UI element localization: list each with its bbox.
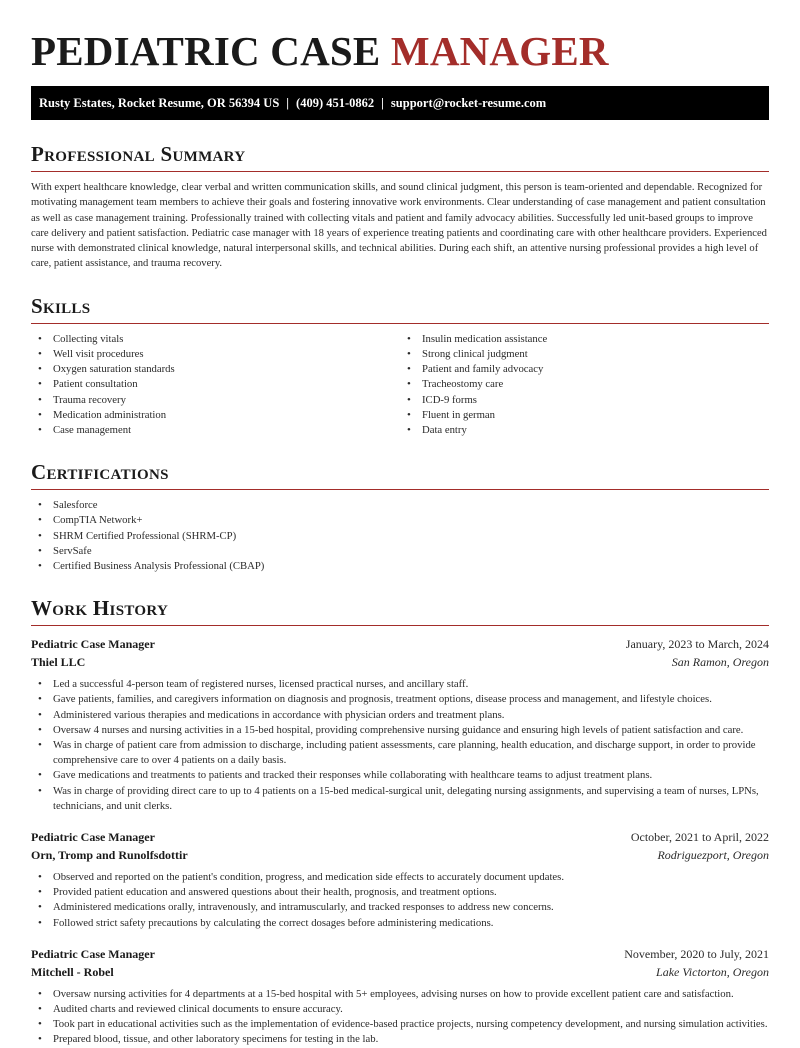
job-bullets bbox=[31, 870, 769, 931]
job-company: Mitchell - Robel bbox=[31, 964, 114, 979]
skill-item: • Insulin medication assistance bbox=[400, 332, 769, 347]
contact-phone[interactable]: (409) 451-0862 bbox=[296, 96, 375, 110]
job-bullet: • Gave patients, families, and caregivers information on diagnosis and prognosis, treatment options, disease process and management, and lifestyle choices. bbox=[31, 692, 769, 707]
job-bullet: • Followed strict safety precautions by calculating the correct dosages before administering medications. bbox=[31, 916, 769, 931]
job-location: Lake Victorton, Oregon bbox=[656, 964, 769, 979]
contact-bar bbox=[31, 86, 769, 120]
certification-item: • Certified Business Analysis Professional (CBAP) bbox=[31, 559, 769, 574]
job-location: Rodriguezport, Oregon bbox=[657, 848, 769, 863]
job-bullet: • Prepared blood, tissue, and other laboratory specimens for testing in the lab. bbox=[31, 1032, 769, 1047]
job-bullet: • Was in charge of providing direct care to up to 4 patients on a 15-bed medical-surgical unit, delegating nursing assignments, and supervising a team of nurses, LPNs, technicians, and unit clerks. bbox=[31, 784, 769, 814]
summary-heading: Professional Summary bbox=[31, 120, 769, 172]
skill-item: • Well visit procedures bbox=[31, 347, 400, 362]
skill-item: • Oxygen saturation standards bbox=[31, 362, 400, 377]
job-bullet: • Provided patient education and answered questions about their health, prognosis, and treatment options. bbox=[31, 885, 769, 900]
certification-item: • CompTIA Network+ bbox=[31, 513, 769, 528]
job-role: Pediatric Case Manager bbox=[31, 946, 155, 961]
job-dates: October, 2021 to April, 2022 bbox=[630, 830, 769, 845]
certification-item: • Salesforce bbox=[31, 498, 769, 513]
title-accent: MANAGER bbox=[390, 28, 609, 74]
job-bullet: • Administered various therapies and medications in accordance with physician orders and treatment plans. bbox=[31, 708, 769, 723]
job-company: Orn, Tromp and Runolfsdottir bbox=[31, 848, 188, 863]
job-header-row bbox=[31, 828, 769, 846]
job-bullets bbox=[31, 677, 769, 814]
certification-item: • ServSafe bbox=[31, 544, 769, 559]
skill-item: • Tracheostomy care bbox=[400, 377, 769, 392]
skills-list bbox=[31, 332, 769, 438]
contact-separator: | bbox=[381, 96, 384, 110]
summary-text: With expert healthcare knowledge, clear verbal and written communication skills, and sound clinical judgment, this person is team-oriented and dependable. Recognized for motivating management team members to achieve their goals and fostering innovative work environments. Clear understanding of case management and patient consultation as well as case management training. Professionally trained with collecting vitals and patient and family advocacy abilities. Successfully led unit-based groups to improve care delivery and patient satisfaction. Pediatric case manager with 18 years of experience treating patients and coordinating care with other healthcare providers. Experienced nurse with demonstrated clinical knowledge, natural interpersonal skills, and technical abilities. During each shift, an attentive nursing professional provides a high level of care, patient assistance, and trauma recovery. bbox=[31, 182, 767, 270]
job-entry bbox=[31, 828, 769, 931]
skill-item: • Patient consultation bbox=[31, 377, 400, 392]
skill-item: • Fluent in german bbox=[400, 408, 769, 423]
certification-item: • SHRM Certified Professional (SHRM-CP) bbox=[31, 529, 769, 544]
job-location: San Ramon, Oregon bbox=[671, 655, 769, 670]
job-bullets bbox=[31, 987, 769, 1048]
job-dates: January, 2023 to March, 2024 bbox=[625, 637, 769, 652]
work-history-heading: Work History bbox=[31, 574, 769, 626]
job-company-row bbox=[31, 963, 769, 981]
job-bullet: • Gave medications and treatments to patients and tracked their responses while collaborating with healthcare teams to adjust treatment plans. bbox=[31, 768, 769, 783]
job-entry bbox=[31, 635, 769, 814]
job-bullet: • Observed and reported on the patient's condition, progress, and medication side effects to accurately document updates. bbox=[31, 870, 769, 885]
job-bullet: • Oversaw nursing activities for 4 departments at a 15-bed hospital with 5+ employees, advising nurses on how to provide excellent patient care and satisfaction. bbox=[31, 987, 769, 1002]
contact-separator: | bbox=[286, 96, 290, 110]
skill-item: • Case management bbox=[31, 423, 400, 438]
title-main: PEDIATRIC CASE bbox=[31, 28, 381, 74]
job-bullet: • Oversaw 4 nurses and nursing activities in a 15-bed hospital, providing comprehensive nursing guidance and ensuring high levels of patient satisfaction and care. bbox=[31, 723, 769, 738]
job-header-row bbox=[31, 635, 769, 653]
job-company-row bbox=[31, 653, 769, 671]
skill-item: • Collecting vitals bbox=[31, 332, 400, 347]
skills-column-left bbox=[31, 332, 400, 438]
page-title bbox=[31, 0, 769, 86]
skill-item: • Patient and family advocacy bbox=[400, 362, 769, 377]
certifications-list bbox=[31, 498, 769, 574]
certifications-heading: Certifications bbox=[31, 438, 769, 490]
job-role: Pediatric Case Manager bbox=[31, 830, 155, 845]
skill-item: • Trauma recovery bbox=[31, 393, 400, 408]
job-bullet: • Took part in educational activities such as the implementation of evidence-based practice projects, nursing competency development, and nursing simulation activities. bbox=[31, 1017, 769, 1032]
job-company: Thiel LLC bbox=[31, 655, 86, 670]
contact-address: Rusty Estates, Rocket Resume, OR 56394 US bbox=[39, 96, 280, 110]
job-bullet: • Administered medications orally, intravenously, and intramuscularly, and tracked responses to address new concerns. bbox=[31, 900, 769, 915]
skill-item: • ICD-9 forms bbox=[400, 393, 769, 408]
job-dates: November, 2020 to July, 2021 bbox=[624, 946, 769, 961]
job-bullet: • Led a successful 4-person team of registered nurses, licensed practical nurses, and ancillary staff. bbox=[31, 677, 769, 692]
job-header-row bbox=[31, 945, 769, 963]
job-bullet: • Audited charts and reviewed clinical documents to ensure accuracy. bbox=[31, 1002, 769, 1017]
skills-heading: Skills bbox=[31, 272, 769, 324]
job-bullet: • Was in charge of patient care from admission to discharge, including patient assessments, care planning, health education, and discharge support, in order to provide comprehensive care to over 4 patients on a daily basis. bbox=[31, 738, 769, 768]
job-company-row bbox=[31, 846, 769, 864]
skill-item: • Data entry bbox=[400, 423, 769, 438]
contact-email[interactable]: support@rocket-resume.com bbox=[390, 96, 547, 110]
job-role: Pediatric Case Manager bbox=[31, 637, 155, 652]
skill-item: • Medication administration bbox=[31, 408, 400, 423]
job-entry bbox=[31, 945, 769, 1048]
skill-item: • Strong clinical judgment bbox=[400, 347, 769, 362]
skills-column-right bbox=[400, 332, 769, 438]
